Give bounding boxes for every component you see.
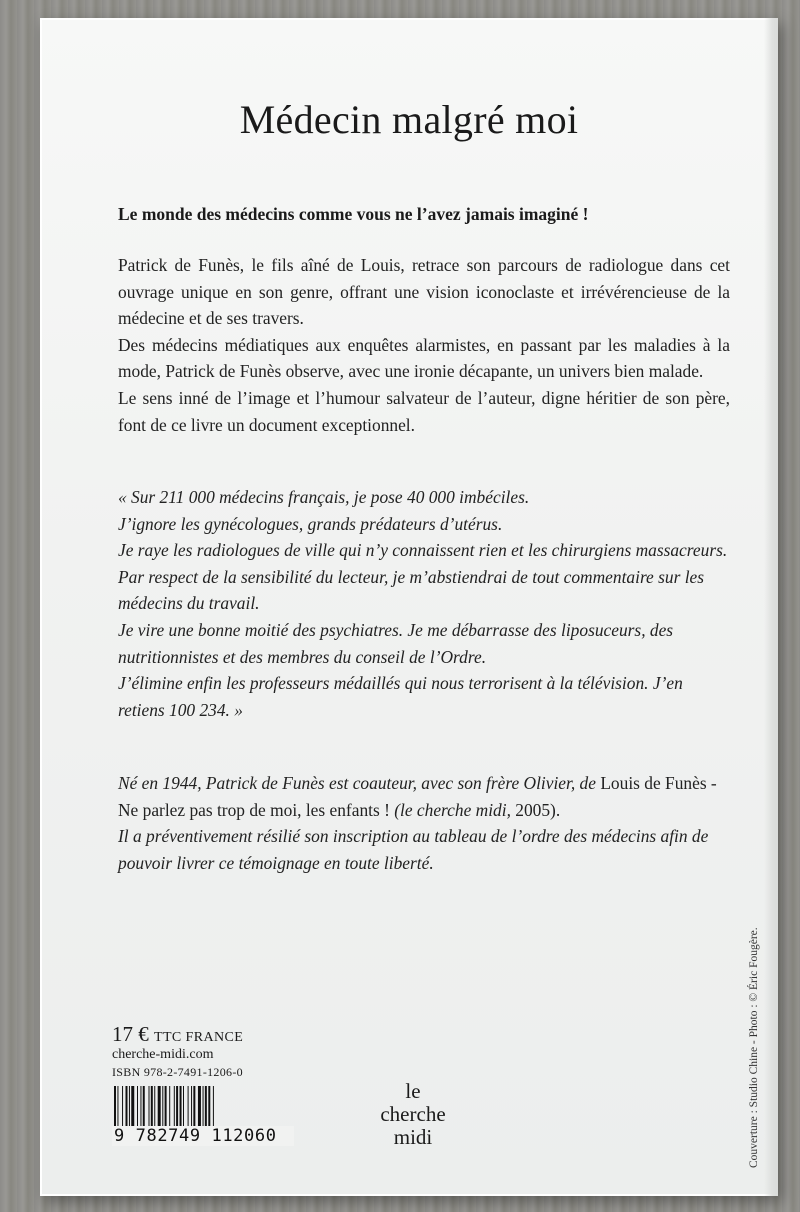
book-back-cover	[40, 18, 778, 1196]
barcode-bar	[149, 1086, 150, 1128]
barcode-bar	[158, 1086, 161, 1128]
price-suffix: TTC FRANCE	[154, 1030, 244, 1045]
barcode-digits: 9 782749 112060	[112, 1126, 294, 1146]
author-bio	[118, 770, 738, 876]
blurb-paragraph: Le sens inné de l’image et l’humour salvateur de l’auteur, digne héritier de son père, font de ce livre un document exceptionnel.	[118, 387, 730, 435]
barcode-bar	[151, 1086, 153, 1128]
barcode-bar	[169, 1086, 170, 1128]
isbn: ISBN 978-2-7491-1206-0	[112, 1065, 243, 1079]
barcode-bar	[180, 1086, 182, 1128]
price-block	[112, 1022, 243, 1080]
price-amount: 17 €	[112, 1022, 149, 1046]
barcode-bar	[117, 1086, 118, 1128]
quote-line: J’ignore les gynécologues, grands prédateurs d’utérus.	[118, 513, 503, 534]
barcode-bar	[114, 1086, 116, 1128]
publisher-logo	[358, 1080, 468, 1149]
barcode-bar	[122, 1086, 123, 1128]
quote-line: J’élimine enfin les professeurs médaillés qui nous terrorisent à la télévision. J’en retiens 100 234. »	[118, 673, 683, 720]
bio-paragraph	[118, 770, 738, 823]
barcode-bar	[174, 1086, 175, 1128]
barcode-bar	[183, 1086, 184, 1128]
bio-publisher-ref: (le cherche midi,	[389, 799, 516, 820]
bio-text: Né en 1944, Patrick de Funès est coauteur, avec son frère Olivier, de	[118, 773, 601, 793]
blurb	[118, 252, 730, 438]
bio-year: 2005	[515, 799, 551, 820]
barcode-bar	[213, 1086, 214, 1128]
barcode-bar	[193, 1086, 195, 1128]
cover-edge	[764, 18, 778, 1196]
publisher-logo-word: cherche	[380, 1102, 446, 1126]
barcode-bar	[203, 1086, 204, 1128]
book-title: Médecin malgré moi	[239, 97, 579, 142]
barcode-bar	[131, 1086, 134, 1128]
bio-paragraph: Il a préventivement résilié son inscription au tableau de l’ordre des médecins afin de pouvoir livrer ce témoignage en toute liberté.	[118, 826, 709, 873]
barcode-bar	[198, 1086, 201, 1128]
price	[112, 1022, 243, 1047]
barcode-bar	[208, 1086, 210, 1128]
quote-line: Je raye les radiologues de ville qui n’y connaissent rien et les chirurgiens massacreurs.	[118, 540, 728, 561]
barcode-bar	[165, 1086, 167, 1128]
quote-line: Je vire une bonne moitié des psychiatres. Je me débarrasse des liposuceurs, des nutritionnistes et des membres du conseil de l’Ordre.	[118, 619, 674, 667]
barcode-bar	[154, 1086, 155, 1128]
barcode-bar	[129, 1086, 130, 1128]
photo-credit: Couverture : Studio Chine - Photo : © Éric Fougère.	[748, 927, 760, 1168]
barcode-bar	[137, 1086, 138, 1128]
barcode-bar	[191, 1086, 192, 1128]
barcode-bar	[176, 1086, 178, 1128]
barcode-bar	[205, 1086, 207, 1128]
author-quote	[118, 484, 730, 723]
barcode-bar	[188, 1086, 189, 1128]
tagline: Le monde des médecins comme vous ne l’avez jamais imaginé !	[118, 204, 589, 224]
publisher-website: cherche-midi.com	[112, 1047, 214, 1062]
blurb-paragraph: Des médecins médiatiques aux enquêtes alarmistes, en passant par les maladies à la mode, Patrick de Funès observe, avec une ironie décapante, un univers bien malade.	[118, 334, 730, 382]
blurb-paragraph: Patrick de Funès, le fils aîné de Louis, retrace son parcours de radiologue dans cet ouvrage unique en son genre, offrant une vision iconoclaste et irrévérencieuse de la médecine et de ses travers.	[118, 255, 730, 329]
quote-line: Par respect de la sensibilité du lecteur, je m’abstiendrai de tout commentaire sur les médecins du travail.	[118, 566, 705, 614]
referenced-book-title: Louis de Funès - Ne parlez pas trop de moi, les enfants !	[118, 773, 717, 820]
barcode-bar	[162, 1086, 163, 1128]
publisher-logo-word: midi	[393, 1125, 433, 1149]
quote-line: « Sur 211 000 médecins français, je pose 40 000 imbéciles.	[118, 487, 530, 507]
barcode-bar	[126, 1086, 128, 1128]
barcode-bar	[140, 1086, 141, 1128]
bio-close: ).	[550, 799, 561, 820]
barcode-bar	[143, 1086, 145, 1128]
publisher-logo-word: le	[405, 1079, 421, 1103]
